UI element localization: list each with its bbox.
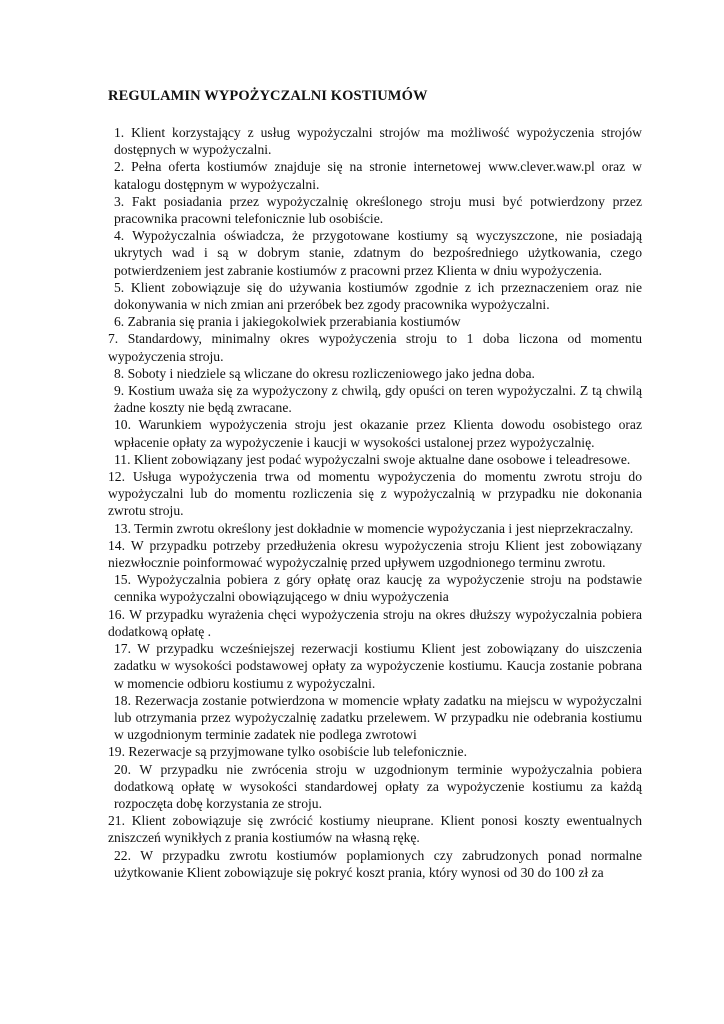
rule-9: 9. Kostium uważa się za wypożyczony z chwilą, gdy opuści on teren wypożyczalni. Z tą chwilą żadne koszty nie będą zwracane.: [114, 383, 642, 416]
rule-1: 1. Klient korzystający z usług wypożyczalni strojów ma możliwość wypożyczenia strojów dostępnych w wypożyczalni.: [114, 125, 642, 158]
rules-list: [108, 124, 642, 881]
rule-15: 15. Wypożyczalnia pobiera z góry opłatę oraz kaucję za wypożyczenie stroju na podstawie cennika wypożyczalni obowiązującego w dniu wypożyczenia: [114, 572, 642, 605]
rule-7: 7. Standardowy, minimalny okres wypożyczenia stroju to 1 doba liczona od momentu wypożyczenia stroju.: [108, 331, 642, 364]
rule-16: 16. W przypadku wyrażenia chęci wypożyczenia stroju na okres dłuższy wypożyczalnia pobiera dodatkową opłatę .: [108, 606, 642, 639]
rule-21: 21. Klient zobowiązuje się zwrócić kostiumy nieuprane. Klient ponosi koszty ewentualnych zniszczeń wynikłych z prania kostiumów na własną rękę.: [108, 813, 642, 846]
rule-13: 13. Termin zwrotu określony jest dokładnie w momencie wypożyczania i jest nieprzekraczalny.: [114, 520, 634, 536]
rule-8: 8. Soboty i niedziele są wliczane do okresu rozliczeniowego jako jedna doba.: [114, 365, 535, 381]
rule-20: 20. W przypadku nie zwrócenia stroju w uzgodnionym terminie wypożyczalnia pobiera dodatkową opłatę w wysokości standardowej opłaty za wypożyczenie kostiumu za każdą rozpoczęta dobę korzystania ze stroju.: [114, 761, 642, 811]
rule-2: 2. Pełna oferta kostiumów znajduje się na stronie internetowej www.clever.waw.pl oraz w katalogu dostępnym w wypożyczalni.: [114, 159, 642, 192]
rule-17: 17. W przypadku wcześniejszej rezerwacji kostiumu Klient jest zobowiązany do uiszczenia zadatku w wysokości podstawowej opłaty za wypożyczenie kostiumu. Kaucja zostanie pobrana w momencie odbioru kostiumu z wypożyczalni.: [114, 641, 642, 691]
rule-5: 5. Klient zobowiązuje się do używania kostiumów zgodnie z ich przeznaczeniem oraz nie dokonywania w nich zmian ani przeróbek bez zgody pracownika wypożyczalni.: [114, 279, 642, 313]
document-title: REGULAMIN WYPOŻYCZALNI KOSTIUMÓW: [108, 88, 428, 104]
rule-12: 12. Usługa wypożyczenia trwa od momentu wypożyczenia do momentu zwrotu stroju do wypożyczalni lub do momentu rozliczenia się z wypożyczalnią w przypadku nie dokonania zwrotu stroju.: [108, 469, 642, 519]
rule-3: 3. Fakt posiadania przez wypożyczalnię określonego stroju musi być potwierdzony przez pracownika pracowni telefonicznie lub osobiście.: [114, 193, 642, 227]
rule-4: 4. Wypożyczalnia oświadcza, że przygotowane kostiumy są wyczyszczone, nie posiadają ukrytych wad i są w dobrym stanie, zdatnym do bezpośredniego użytkowania, czego potwierdzeniem jest zabranie kostiumów z pracowni przez Klienta w dniu wypożyczenia.: [114, 228, 642, 278]
rule-6: 6. Zabrania się prania i jakiegokolwiek przerabiania kostiumów: [114, 314, 461, 330]
rule-22: 22. W przypadku zwrotu kostiumów poplamionych czy zabrudzonych ponad normalne użytkowanie Klient zobowiązuje się pokryć koszt prania, który wynosi od 30 do 100 zł za: [114, 847, 642, 880]
rule-14: 14. W przypadku potrzeby przedłużenia okresu wypożyczenia stroju Klient jest zobowiązany niezwłocznie poinformować wypożyczalnię przed upływem uzgodnionego terminu zwrotu.: [108, 537, 642, 571]
rule-19: 19. Rezerwacje są przyjmowane tylko osobiście lub telefonicznie.: [108, 744, 467, 760]
rule-10: 10. Warunkiem wypożyczenia stroju jest okazanie przez Klienta dowodu osobistego oraz wpłacenie opłaty za wypożyczenie i kaucji w wysokości ustalonej przez wypożyczalnię.: [114, 417, 642, 450]
rule-11: 11. Klient zobowiązany jest podać wypożyczalni swoje aktualne dane osobowe i teleadresowe.: [114, 451, 631, 467]
rule-18: 18. Rezerwacja zostanie potwierdzona w momencie wpłaty zadatku na miejscu w wypożyczalni lub otrzymania przez wypożyczalnię zadatku przelewem. W przypadku nie odebrania kostiumu w uzgodnionym terminie zadatek nie podlega zwrotowi: [114, 692, 642, 743]
